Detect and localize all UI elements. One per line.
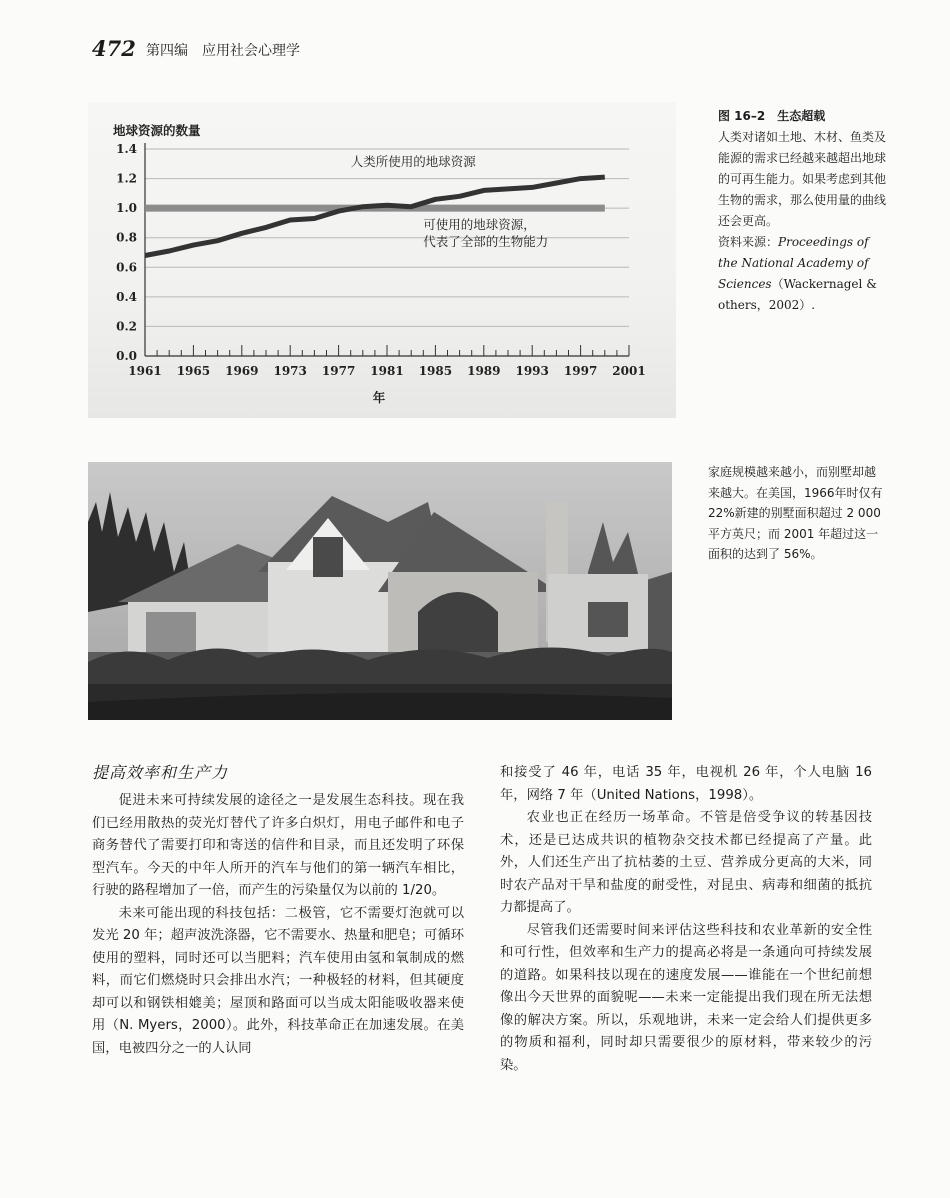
y-tick-label: 1.2 [116, 171, 137, 186]
y-axis-label: 地球资源的数量 [113, 123, 201, 138]
x-tick-label: 1961 [128, 364, 162, 378]
photo-caption: 家庭规模越来越小，而别墅却越来越大。在美国，1966年时仅有 22%新建的别墅面积超过 2 000 平方英尺；而 2001 年超过这一面积的达到了 56%。 [708, 465, 883, 561]
figure-caption [718, 106, 886, 316]
y-tick-label: 1.0 [116, 201, 137, 216]
y-tick-label: 0.8 [116, 230, 137, 245]
x-tick-label: 2001 [612, 364, 646, 378]
figure-description: 人类对诸如土地、木材、鱼类及能源的需求已经越来越超出地球的可再生能力。如果考虑到其他生物的需求，那么使用量的曲线还会更高。 [718, 130, 887, 228]
annotation-available-line1: 可使用的地球资源， [423, 216, 536, 232]
paragraph: 未来可能出现的科技包括：二极管，它不需要灯泡就可以发光 20 年；超声波洗涤器，它不需要水、热量和肥皂；可循环使用的塑料，同时还可以当肥料；汽车使用由氢和氧制成的燃料，而它们燃烧时只会排出水汽；一种极轻的材料，但其硬度却可以和钢铁相媲美；屋顶和路面可以当成太阳能吸收器来使用（N. Myers，2000）。此外，科技革命正在加速发展。在美国，电被四分之一的人认同 [92, 905, 464, 1056]
running-title: 第四编 应用社会心理学 [146, 43, 300, 59]
figure-title: 图 16–2 生态超载 [718, 109, 826, 123]
chart-svg [88, 102, 676, 418]
x-tick-label: 1973 [273, 364, 307, 378]
x-tick-label: 1969 [225, 364, 259, 378]
paragraph: 和接受了 46 年，电话 35 年，电视机 26 年，个人电脑 16 年，网络 7 年（United Nations，1998）。 [500, 765, 872, 803]
y-tick-label: 0.2 [116, 319, 137, 334]
source-journal: Proceedings of the National Academy of Sciences [718, 235, 869, 291]
paragraph: 促进未来可持续发展的途径之一是发展生态科技。现在我们已经用散热的荧光灯替代了许多白炽灯，用电子邮件和电子商务替代了需要打印和寄送的信件和目录，而且还发明了环保型汽车。今天的中年人所开的汽车与他们的第一辆汽车相比，行驶的路程增加了一倍，而产生的污染量仅为以前的 1/20。 [92, 793, 464, 898]
page-number: 472 [92, 36, 136, 61]
house-illustration [88, 462, 672, 720]
annotation-used: 人类所使用的地球资源 [350, 153, 476, 169]
house-photo [88, 462, 672, 720]
x-tick-label: 1997 [563, 364, 598, 378]
x-axis-label: 年 [372, 390, 386, 405]
annotation-available-line2: 代表了全部的生物能力 [423, 233, 549, 249]
x-tick-label: 1981 [370, 364, 404, 378]
section-heading: 提高效率和生产力 [92, 763, 229, 782]
x-tick-label: 1993 [515, 364, 549, 378]
x-tick-label: 1977 [321, 364, 356, 378]
source-citation: （Wackernagel & others，2002）. [718, 277, 877, 312]
figure-source [718, 232, 886, 316]
y-tick-label: 1.4 [116, 142, 137, 156]
x-tick-label: 1989 [467, 364, 501, 378]
x-tick-label: 1985 [418, 364, 453, 378]
paragraph: 尽管我们还需要时间来评估这些科技和农业革新的安全性和可行性，但效率和生产力的提高必将是一条通向可持续发展的道路。如果科技以现在的速度发展——谁能在一个世纪前想像出今天世界的面貌呢——未来一定能提出我们现在所无法想像的解决方案。所以，乐观地讲，未来一定会给人们提供更多的物质和福利，同时却只需要很少的原材料，带来较少的污染。 [500, 922, 872, 1073]
y-tick-label: 0.4 [116, 289, 137, 304]
y-tick-label: 0.6 [116, 260, 137, 275]
body-column-left [92, 790, 464, 1060]
source-prefix: 资料来源： [718, 235, 779, 249]
paragraph: 农业也正在经历一场革命。不管是倍受争议的转基因技术，还是已达成共识的植物杂交技术都已经提高了产量。此外，人们还生产出了抗枯萎的土豆、营养成分更高的大米，同时农产品对干旱和盐度的耐受性，对昆虫、病毒和细菌的抵抗力都提高了。 [500, 810, 872, 915]
ecological-overshoot-chart [88, 102, 676, 418]
y-tick-label: 0.0 [116, 349, 137, 363]
x-tick-label: 1965 [176, 364, 211, 378]
body-column-right [500, 762, 872, 1077]
